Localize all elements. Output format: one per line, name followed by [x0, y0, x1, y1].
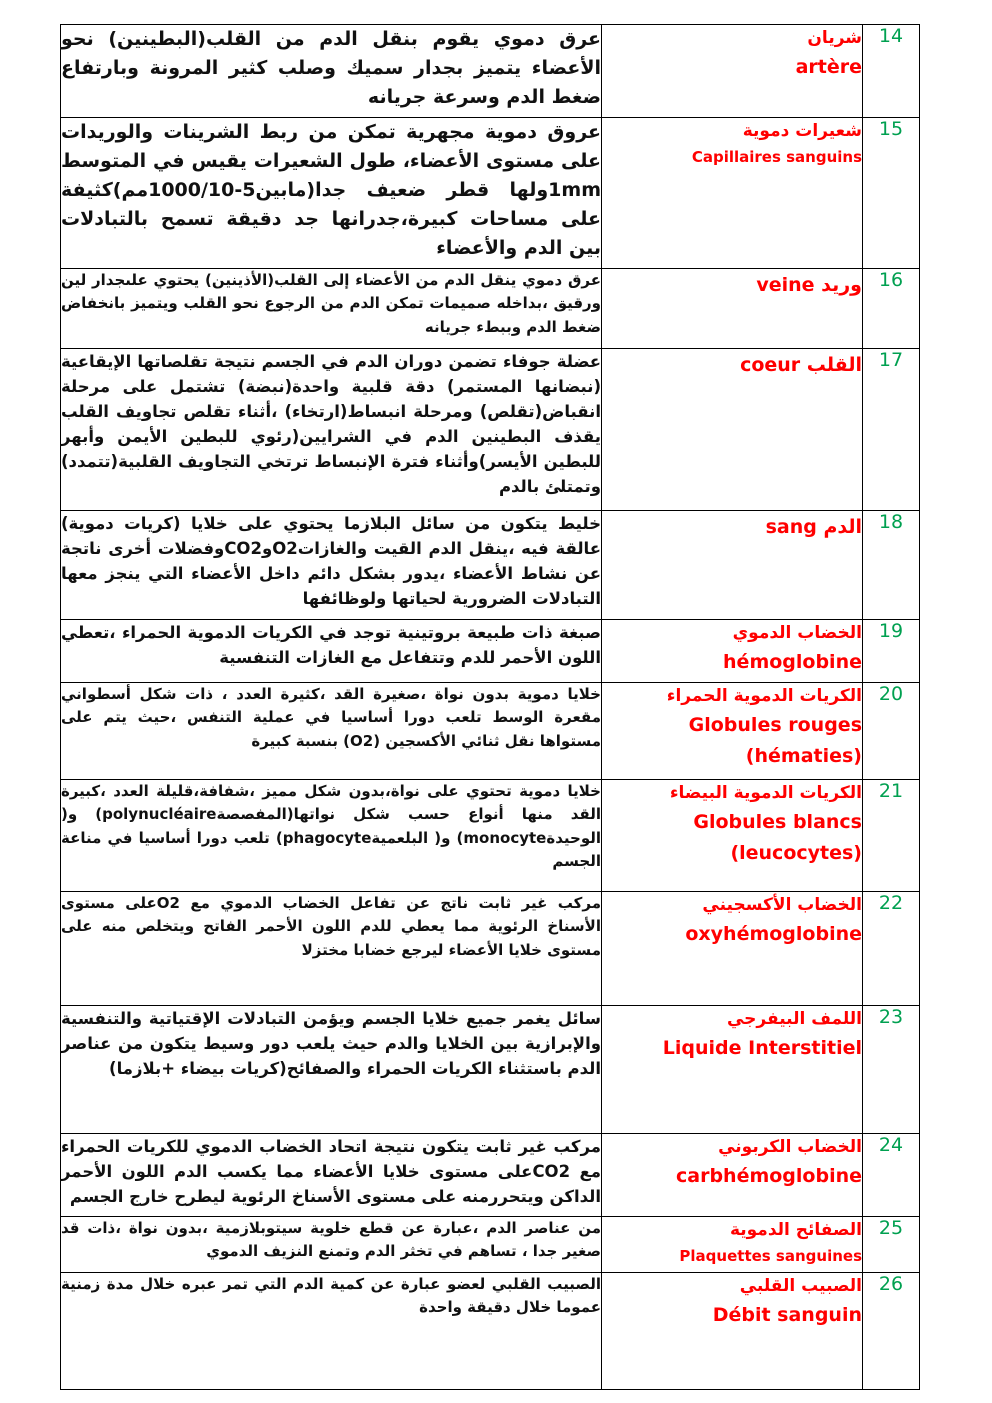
row-number: 21 — [863, 780, 920, 892]
term-cell — [602, 118, 863, 269]
term-cell — [602, 1273, 863, 1390]
table-row — [61, 1134, 920, 1217]
definition-cell: صبغة ذات طبيعة بروتينية توجد في الكريات الدموية الحمراء ،تعطي اللون الأحمر للدم وتتفاعل مع الغازات التنفسية — [61, 620, 602, 683]
term-cell — [602, 892, 863, 1006]
row-number: 25 — [863, 1217, 920, 1273]
table-row — [61, 1217, 920, 1273]
term-cell — [602, 511, 863, 620]
term-french: carbhémoglobine — [675, 1165, 862, 1188]
term-french: Débit sanguin — [712, 1304, 862, 1327]
term-french: Plaquettes sanguines — [679, 1247, 862, 1266]
term-arabic: الصبيب القلبي — [739, 1276, 862, 1296]
term-french: Globules rouges — [688, 714, 862, 737]
term-cell — [602, 269, 863, 349]
table-row — [61, 620, 920, 683]
table-row — [61, 349, 920, 511]
row-number: 17 — [863, 349, 920, 511]
term-cell — [602, 1006, 863, 1134]
table-row — [61, 892, 920, 1006]
term-french: oxyhémoglobine — [685, 923, 862, 946]
term-french: Liquide Interstitiel — [662, 1037, 862, 1060]
term-french-alt: (hématies) — [745, 744, 862, 767]
definition-cell: خلايا دموية تحتوي على نواة،بدون شكل مميز ،شفافة،قليلة العدد ،كبيرة القد منها أنواع حسب شكل نواتها(المفصصةpolynucléaire) و( الوحيدةmonocyte) و( البلعميةphagocyte) تلعب دورا أساسيا في مناعة الجسم — [61, 780, 602, 892]
glossary-table — [60, 24, 920, 1390]
table-row — [61, 118, 920, 269]
definition-cell: عروق دموية مجهرية تمكن من ربط الشرينات والوريدات على مستوى الأعضاء، طول الشعيرات يقيس في المتوسط 1mmولها قطر ضعيف جدا(مابين5-1000/10مم)كثيفة على مساحات كبيرة،جدرانها جد دقيقة تسمح بالتبادلات بين الدم والأعضاء — [61, 118, 602, 269]
term-label: الدم sang — [765, 516, 862, 538]
term-french: Capillaires sanguins — [691, 148, 862, 167]
term-french-alt: (leucocytes) — [730, 841, 862, 864]
definition-cell: مركب غير ثابت ناتج عن تفاعل الخضاب الدموي مع O2على مستوى الأسناخ الرئوية مما يعطي للدم اللون الأحمر الفاتح ويتخلص منه على مستوى خلايا الأعضاء ليرجع خضابا مختزلا — [61, 892, 602, 1006]
row-number: 19 — [863, 620, 920, 683]
table-row — [61, 1006, 920, 1134]
term-arabic: الكريات الدموية البيضاء — [669, 783, 862, 803]
definition-cell: عضلة جوفاء تضمن دوران الدم في الجسم نتيجة تقلصاتها الإيقاعية (نبضانها المستمر) دقة قلبية واحدة(نبضة) تشتمل على مرحلة انقباض(تقلص) ومرحلة انبساط(ارتخاء) ،أثناء تقلص تجاويف القلب يقذف البطينين الدم في الشرايين(رئوي للبطين الأيمن وأبهر للبطين الأيسر)وأثناء فترة الإنبساط ترتخي التجاويف القلبية(تتمدد) وتمتلئ بالدم — [61, 349, 602, 511]
term-french: artère — [795, 56, 862, 79]
definition-cell: من عناصر الدم ،عبارة عن قطع خلوية سيتوبلازمية ،بدون نواة ،ذات قد صغير جدا ، تساهم في تخثر الدم وتمنع النزيف الدموي — [61, 1217, 602, 1273]
table-row — [61, 25, 920, 118]
term-cell — [602, 349, 863, 511]
term-arabic: الخضاب الأكسجيني — [702, 895, 862, 915]
table-row — [61, 269, 920, 349]
term-label: القلب coeur — [740, 354, 862, 376]
row-number: 16 — [863, 269, 920, 349]
row-number: 20 — [863, 683, 920, 780]
term-french: hémoglobine — [723, 651, 862, 674]
table-row — [61, 1273, 920, 1390]
term-label: وريد veine — [756, 274, 862, 296]
term-arabic: الصفائح الدموية — [729, 1220, 862, 1240]
table-row — [61, 780, 920, 892]
row-number: 22 — [863, 892, 920, 1006]
row-number: 14 — [863, 25, 920, 118]
definition-cell: خلايا دموية بدون نواة ،صغيرة القد ،كثيرة العدد ، ذات شكل أسطواني مقعرة الوسط تلعب دورا أساسيا في عملية التنفس ،حيث يتم على مستواها نقل ثنائي الأكسجين (O2) بنسبة كبيرة — [61, 683, 602, 780]
definition-cell: مركب غير ثابت يتكون نتيجة اتحاد الخضاب الدموي للكريات الحمراء مع CO2على مستوى خلايا الأعضاء مما يكسب الدم اللون الأحمر الداكن ويتحررمنه على مستوى الأسناخ الرئوية ليطرح خارج الجسم — [61, 1134, 602, 1217]
term-arabic: اللمف البيفرجي — [726, 1009, 862, 1029]
row-number: 26 — [863, 1273, 920, 1390]
definition-cell: عرق دموي يقوم بنقل الدم من القلب(البطينين) نحو الأعضاء يتميز بجدار سميك وصلب كثير المرونة وبارتفاع ضغط الدم وسرعة جريانه — [61, 25, 602, 118]
term-cell — [602, 1134, 863, 1217]
term-cell — [602, 25, 863, 118]
term-cell — [602, 780, 863, 892]
term-arabic: الكريات الدموية الحمراء — [666, 686, 862, 706]
term-french: Globules blancs — [693, 811, 862, 834]
definition-cell: سائل يغمر جميع خلايا الجسم ويؤمن التبادلات الإقتياتية والتنفسية والإبرازية بين الخلايا والدم حيث يلعب دور وسيط يتكون من عناصر الدم باستثناء الكريات الحمراء والصفائح(كريات بيضاء +بلازما) — [61, 1006, 602, 1134]
row-number: 18 — [863, 511, 920, 620]
row-number: 24 — [863, 1134, 920, 1217]
definition-cell: خليط يتكون من سائل البلازما يحتوي على خلايا (كريات دموية) عالقة فيه ،ينقل الدم القيت والغازاتO2وCO2وفضلات أخرى ناتجة عن نشاط الأعضاء ،يدور بشكل دائم داخل الأعضاء التي ينجز معها التبادلات الضرورية لحياتها ولوظائفها — [61, 511, 602, 620]
table-row — [61, 683, 920, 780]
definition-cell: عرق دموي ينقل الدم من الأعضاء إلى القلب(الأذينين) يحتوي علىجدار لين ورقيق ،بداخله صميمات تمكن الدم من الرجوع نحو القلب ويتميز بانخفاض ضغط الدم وببطء جريانه — [61, 269, 602, 349]
table-row — [61, 511, 920, 620]
term-arabic: شريان — [807, 28, 862, 48]
term-arabic: الخضاب الدموي — [732, 623, 862, 643]
term-arabic: شعيرات دموية — [742, 121, 862, 141]
term-cell — [602, 620, 863, 683]
row-number: 23 — [863, 1006, 920, 1134]
term-arabic: الخضاب الكربوني — [718, 1137, 862, 1157]
term-cell — [602, 683, 863, 780]
term-cell — [602, 1217, 863, 1273]
row-number: 15 — [863, 118, 920, 269]
definition-cell: الصبيب القلبي لعضو عبارة عن كمية الدم التي تمر عبره خلال مدة زمنية عموما خلال دقيقة واحدة — [61, 1273, 602, 1390]
